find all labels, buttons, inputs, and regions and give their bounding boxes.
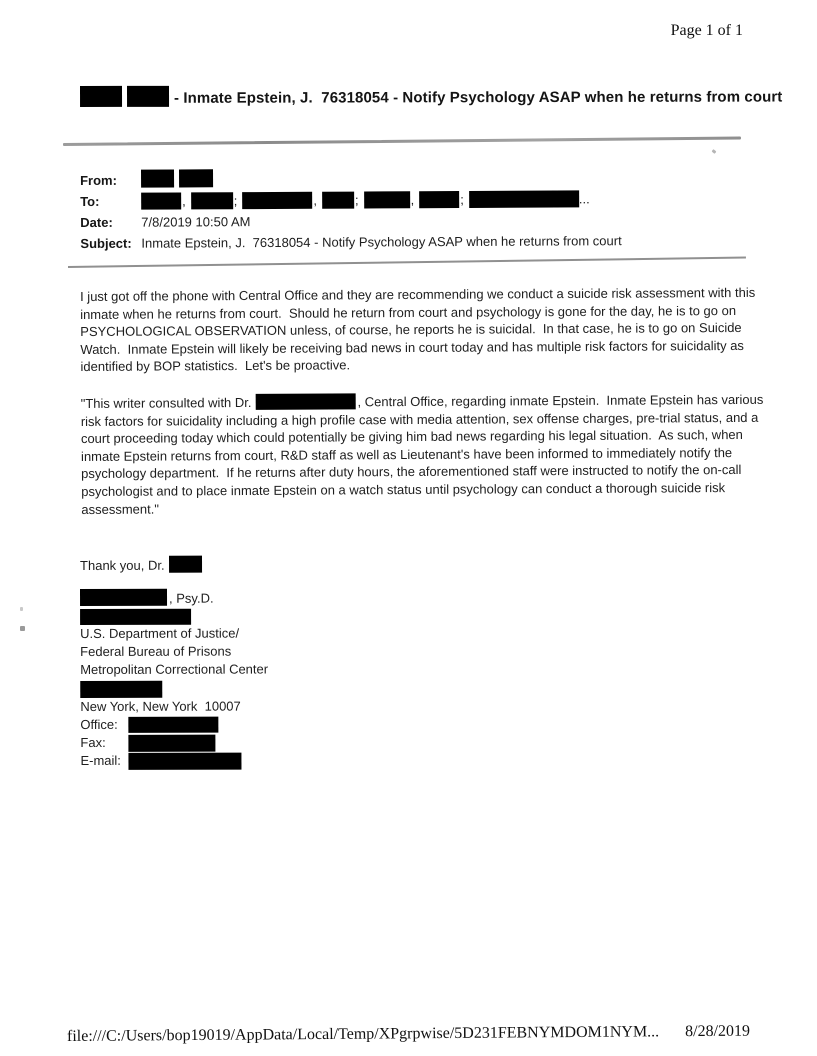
redacted-sender-lastname-box bbox=[80, 86, 122, 107]
to-separator: ; bbox=[233, 193, 238, 209]
to-separator: ; bbox=[354, 192, 359, 208]
date-label: Date: bbox=[80, 214, 113, 230]
print-footer bbox=[67, 1023, 750, 1046]
body-paragraph-2 bbox=[81, 391, 770, 518]
redacted-recipient-box bbox=[419, 191, 459, 208]
closing-line bbox=[80, 556, 202, 575]
redacted-doctor-name-box bbox=[169, 556, 202, 573]
to-label: To: bbox=[80, 193, 100, 209]
closing-text: Thank you, Dr. bbox=[80, 557, 165, 573]
signature-name-line bbox=[80, 588, 480, 608]
signature-org-line-3: Metropolitan Correctional Center bbox=[80, 661, 269, 677]
date-value: 7/8/2019 10:50 AM bbox=[141, 214, 251, 230]
body-paragraph-2-text: "This writer consulted with Dr. bbox=[80, 394, 252, 411]
redacted-signature-name-box bbox=[80, 589, 167, 606]
body-paragraph-1: I just got off the phone with Central Office and they are recommending we conduct a suicide risk assessment with this inmate when he returns from court. Should he return from court and psychology is gone for the day, he is to go on PSYCHOLOGICAL OBSERVATION unless, of course, he reports he is suicidal. In that case, he is to go on Suicide Watch. Inmate Epstein will likely be receiving bad news in court today and has multiple risk factors for suicidality as identified by BOP statistics. Let's be proactive. bbox=[80, 284, 759, 375]
subject-label: Subject: bbox=[80, 235, 132, 251]
redacted-office-phone-box bbox=[128, 717, 218, 733]
signature-email-row bbox=[80, 751, 480, 770]
body-paragraph-2-text: , Central Office, regarding inmate Epstein. Inmate Epstein has various risk factors for suicidality including a high profile case with media attention, sex offense charges, pre-trial status, and a court proceeding today which could potentially be giving him bad news regarding his legal situation. As such, when inmate Epstein returns from court, R&D staff as well as Lieutenant's have been informed to immediately notify the psychology department. If he returns after duty hours, the aforementioned staff were instructed to notify the on-call psychologist and to place inmate Epstein on a watch status until psychology can conduct a thorough suicide risk assessment." bbox=[80, 391, 768, 517]
to-separator: ; bbox=[460, 191, 464, 208]
to-separator: , bbox=[410, 192, 415, 208]
office-label: Office: bbox=[80, 716, 118, 732]
scan-artifact bbox=[20, 607, 23, 611]
redacted-recipient-box bbox=[191, 192, 233, 209]
email-body bbox=[80, 284, 769, 518]
footer-print-date: 8/28/2019 bbox=[685, 1022, 751, 1041]
redacted-from-name-box bbox=[179, 169, 213, 187]
signature-credentials: , Psy.D. bbox=[169, 590, 214, 606]
redacted-recipient-box bbox=[364, 191, 410, 208]
to-separator: , bbox=[313, 192, 318, 208]
redacted-recipient-box bbox=[469, 190, 579, 208]
signature-org-line-2: Federal Bureau of Prisons bbox=[80, 643, 232, 659]
email-header-fields bbox=[80, 166, 760, 254]
fax-label: Fax: bbox=[80, 734, 106, 750]
redacted-recipient-box bbox=[141, 192, 181, 209]
redacted-recipient-box bbox=[322, 192, 354, 209]
email-subject-heading bbox=[80, 85, 785, 112]
to-separator: , bbox=[182, 193, 186, 209]
subject-value: Inmate Epstein, J. 76318054 - Notify Psychology ASAP when he returns from court bbox=[141, 233, 622, 251]
signature-block bbox=[80, 588, 480, 770]
redacted-street-address-box bbox=[80, 681, 162, 698]
signature-org-line-1: U.S. Department of Justice/ bbox=[80, 625, 240, 641]
email-label: E-mail: bbox=[80, 752, 121, 768]
page-number: Page 1 of 1 bbox=[670, 22, 743, 39]
signature-city-line: New York, New York 10007 bbox=[80, 698, 241, 714]
to-overflow-ellipsis: ... bbox=[578, 191, 590, 207]
redacted-doctor-name-box bbox=[255, 393, 355, 410]
signature-office-row bbox=[80, 715, 480, 734]
redacted-sender-firstname-box bbox=[127, 86, 169, 107]
from-label: From: bbox=[80, 172, 117, 188]
email-subject-heading-text: - Inmate Epstein, J. 76318054 - Notify Psychology ASAP when he returns from court bbox=[174, 88, 783, 107]
fields-divider bbox=[68, 257, 746, 268]
redacted-job-title-box bbox=[80, 609, 191, 625]
footer-file-url: file:///C:/Users/bop19019/AppData/Local/Temp/XPgrpwise/5D231FEBNYMDOM1NYM... bbox=[66, 1023, 660, 1045]
redacted-fax-number-box bbox=[128, 734, 215, 751]
signature-fax-row bbox=[80, 733, 480, 752]
redacted-email-address-box bbox=[128, 752, 241, 769]
redacted-from-name-box bbox=[141, 170, 174, 188]
scan-artifact bbox=[20, 626, 25, 631]
header-divider bbox=[63, 136, 741, 146]
redacted-recipient-box bbox=[242, 192, 312, 209]
scan-artifact bbox=[712, 149, 717, 154]
